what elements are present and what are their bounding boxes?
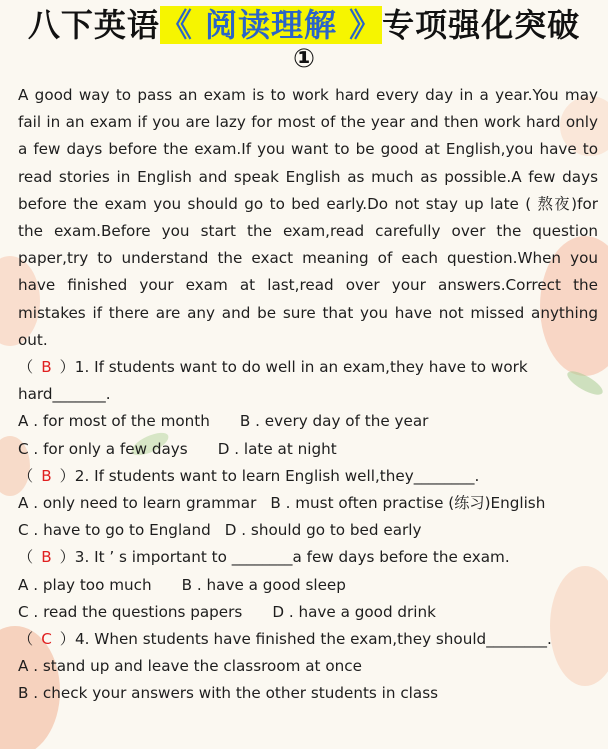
question-2	[18, 463, 598, 490]
option-c: C . for only a few days	[18, 439, 188, 458]
answer-mark: B	[41, 548, 52, 567]
option-b: B . have a good sleep	[181, 575, 346, 594]
option-a: A . only need to learn grammar	[18, 494, 257, 513]
question-bracket: （	[18, 358, 34, 377]
question-4	[18, 626, 598, 653]
question-bracket: （	[18, 548, 34, 567]
option-d: D . have a good drink	[272, 602, 436, 621]
option-c: C . have to go to England	[18, 521, 211, 540]
question-stem: ）1. If students want to do well in an exam,they have to work hard_______.	[18, 358, 528, 404]
title-suffix: 专项强化突破	[382, 6, 581, 44]
option-row	[18, 490, 598, 517]
option-row	[18, 408, 598, 435]
question-1	[18, 354, 598, 408]
option-row	[18, 680, 598, 707]
option-d: D . late at night	[217, 439, 337, 458]
option-d: D . should go to bed early	[224, 521, 422, 540]
page-content	[0, 6, 608, 708]
option-row	[18, 572, 598, 599]
option-b: B . every day of the year	[239, 412, 429, 431]
option-a: A . stand up and leave the classroom at once	[18, 657, 362, 676]
answer-mark: C	[41, 630, 52, 649]
option-b: B . check your answers with the other students in class	[18, 684, 439, 703]
answer-mark: B	[41, 466, 52, 485]
option-b: B . must often practise (练习)English	[270, 494, 546, 513]
answer-mark: B	[41, 358, 52, 377]
question-stem: ）4. When students have finished the exam,they should________.	[59, 630, 552, 649]
page-title	[14, 6, 594, 44]
reading-passage: A good way to pass an exam is to work hard every day in a year.You may fail in an exam if you are lazy for most of the year and then work hard only a few days before the exam.If you want to be good at English,you have to read stories in English and speak English as much as possible.A few days before the exam you should go to bed early.Do not stay up late ( 熬夜)for the exam.Before you start the exam,read carefully over the question paper,try to understand the exact meaning of each question.When you have finished your exam at last,read over your answers.Correct the mistakes if there are any and be sure that you have not missed anything out.	[18, 86, 598, 349]
option-row	[18, 599, 598, 626]
question-bracket: （	[18, 630, 34, 649]
section-number: ①	[292, 44, 315, 74]
title-prefix: 八下英语	[27, 6, 160, 44]
title-highlight: 《 阅读理解 》	[159, 6, 383, 44]
option-row	[18, 517, 598, 544]
option-a: A . for most of the month	[18, 412, 210, 431]
question-3	[18, 544, 598, 571]
question-bracket: （	[18, 466, 34, 485]
question-stem: ）3. It ’ s important to ________a few days before the exam.	[59, 548, 510, 567]
option-c: C . read the questions papers	[18, 602, 243, 621]
option-row	[18, 436, 598, 463]
option-row	[18, 653, 598, 680]
option-a: A . play too much	[18, 575, 152, 594]
question-stem: ）2. If students want to learn English well,they________.	[59, 466, 480, 485]
